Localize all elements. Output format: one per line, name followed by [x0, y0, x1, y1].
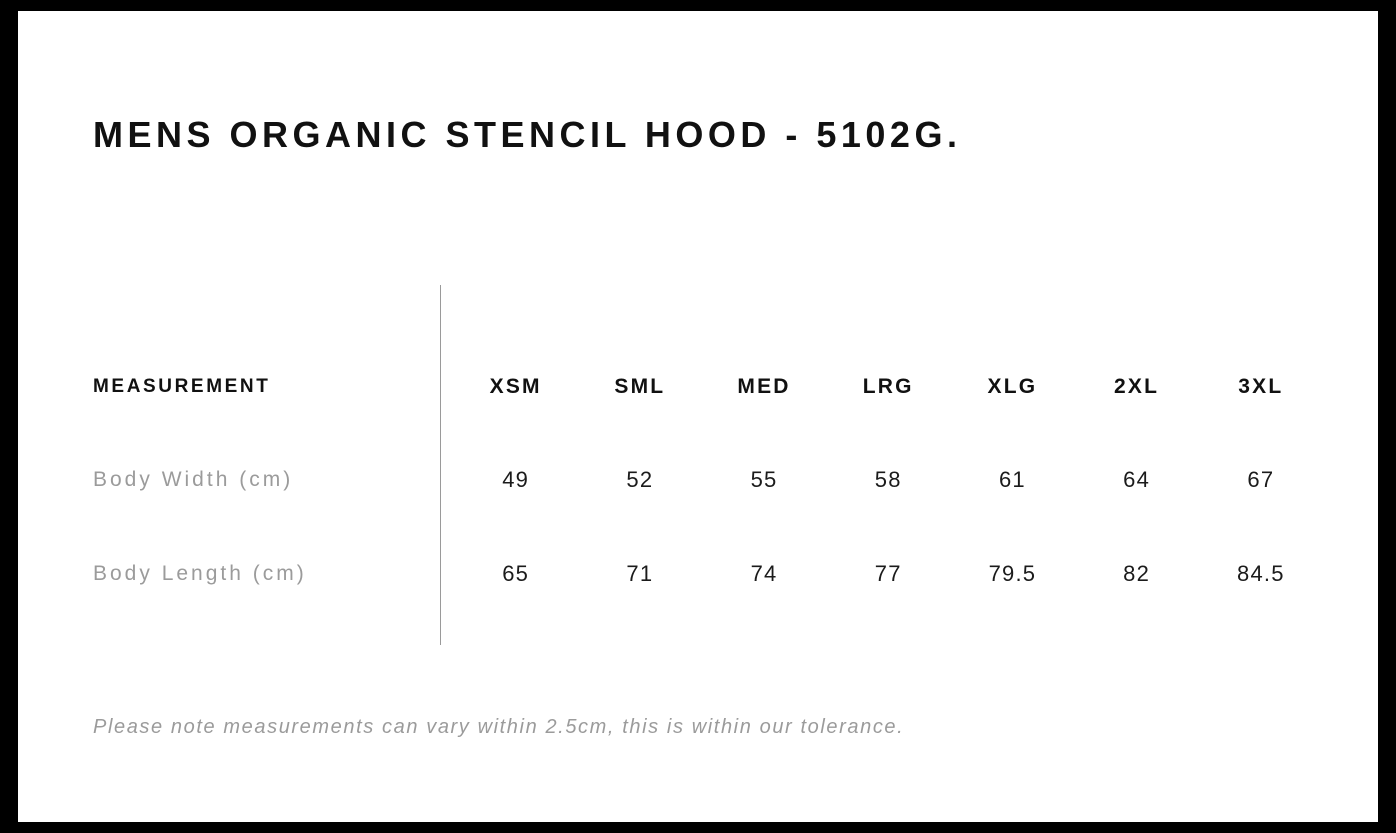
cell-body-length-2xl: 82	[1123, 561, 1151, 586]
page-title: MENS ORGANIC STENCIL HOOD - 5102G.	[93, 114, 962, 155]
column-header-size-lrg: LRG	[862, 375, 914, 398]
cell-body-length-med: 74	[750, 561, 778, 586]
table-row	[93, 433, 1323, 527]
cell-body-width-lrg: 58	[874, 467, 902, 492]
cell-body-length-xsm: 65	[502, 561, 530, 586]
cell-body-width-med: 55	[750, 467, 778, 492]
row-label-body-width: Body Width (cm)	[93, 468, 294, 491]
column-header-size-2xl: 2XL	[1114, 375, 1160, 398]
cell-body-width-sml: 52	[626, 467, 654, 492]
cell-body-width-2xl: 64	[1123, 467, 1151, 492]
row-label-body-length: Body Length (cm)	[93, 562, 307, 585]
cell-body-length-sml: 71	[626, 561, 654, 586]
cell-body-length-xlg: 79.5	[988, 561, 1037, 586]
cell-body-width-xsm: 49	[502, 467, 530, 492]
column-header-size-xlg: XLG	[987, 375, 1038, 398]
cell-body-width-xlg: 61	[998, 467, 1026, 492]
column-header-measurement: MEASUREMENT	[93, 376, 271, 397]
column-header-size-3xl: 3XL	[1238, 375, 1284, 398]
table-header-row	[93, 341, 1323, 433]
table-row	[93, 527, 1323, 621]
cell-body-length-3xl: 84.5	[1237, 561, 1285, 586]
size-chart-table	[93, 341, 1323, 621]
column-header-size-med: MED	[737, 375, 791, 398]
column-header-size-xsm: XSM	[489, 375, 542, 398]
cell-body-length-lrg: 77	[874, 561, 902, 586]
cell-body-width-3xl: 67	[1247, 467, 1275, 492]
size-chart-page	[18, 11, 1378, 822]
tolerance-note: Please note measurements can vary within 2.5cm, this is within our tolerance.	[93, 716, 905, 738]
column-header-size-sml: SML	[614, 375, 666, 398]
